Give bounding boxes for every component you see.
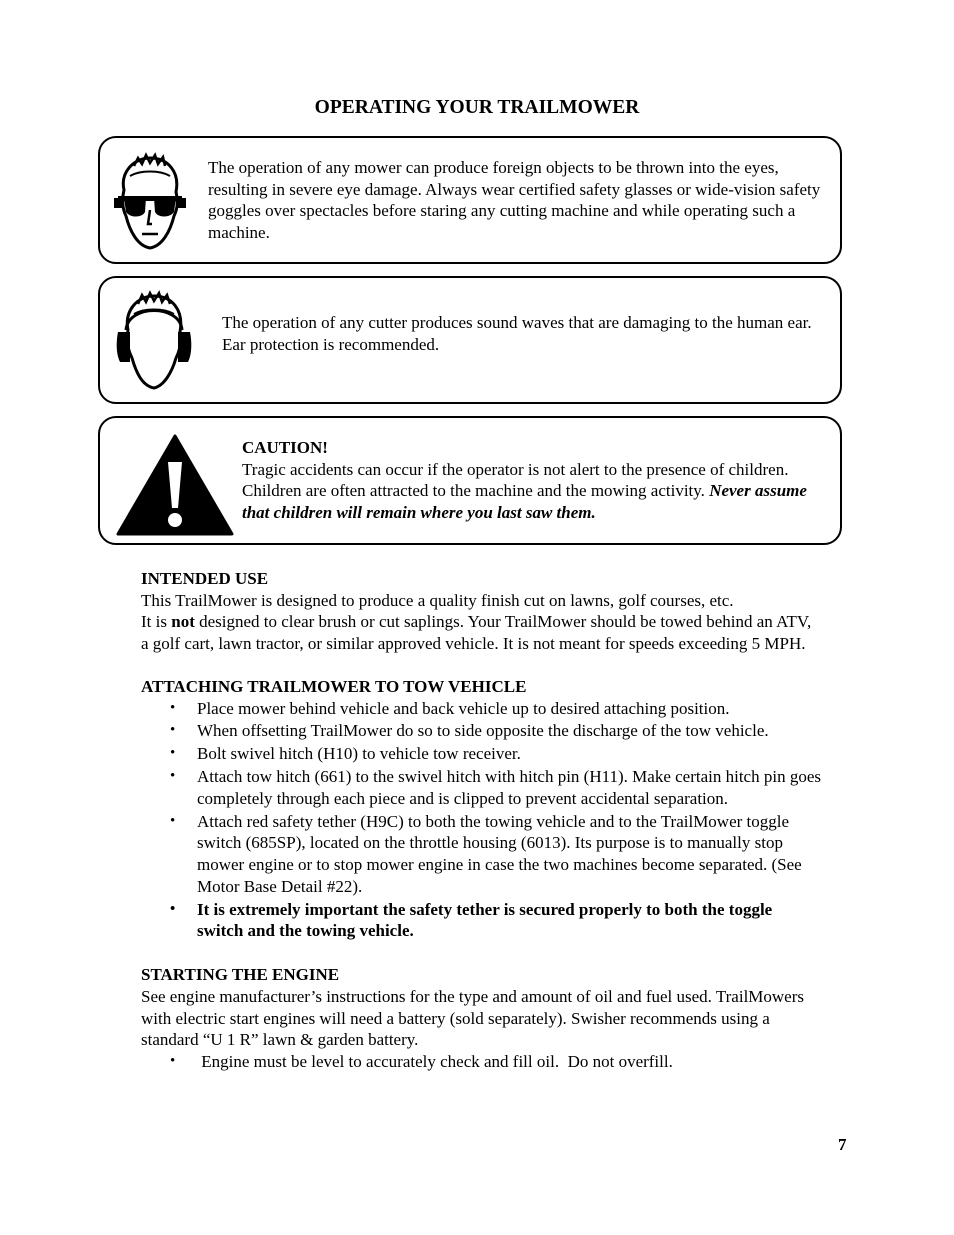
caution-emphasis: Never assume that children will remain where you last saw them.	[242, 481, 807, 523]
list-item	[141, 899, 821, 942]
page-number: 7	[838, 1135, 847, 1154]
intended-use-line1: This TrailMower is designed to produce a quality finish cut on lawns, golf courses, etc.	[141, 590, 734, 610]
caution-warning	[98, 416, 842, 545]
list-item-text: Place mower behind vehicle and back vehicle up to desired attaching position.	[197, 698, 730, 718]
main-content	[141, 568, 821, 1074]
caution-text-block	[242, 437, 832, 524]
list-item	[141, 1051, 821, 1073]
list-item-text: Attach tow hitch (661) to the swivel hitch with hitch pin (H11). Make certain hitch pin goes completely through each piece and is clipped to prevent accidental separation.	[197, 767, 821, 808]
attaching-heading: ATTACHING TRAILMOWER TO TOW VEHICLE	[141, 676, 527, 696]
list-item-text: Attach red safety tether (H9C) to both the towing vehicle and to the TrailMower toggle switch (685SP), located on the throttle housing (6013). Its purpose is to manually stop mower engine or to stop mower engine in case the two machines become separated. (See Motor Base Detail #22).	[197, 811, 802, 896]
list-item	[141, 811, 821, 898]
list-item	[141, 720, 821, 742]
warning-triangle-icon	[116, 434, 234, 538]
page-title: OPERATING YOUR TRAILMOWER	[314, 97, 640, 118]
bullet-icon: •	[170, 812, 176, 829]
list-item-text: It is extremely important the safety tether is secured properly to both the toggle switch and the towing vehicle.	[197, 899, 773, 941]
safety-glasses-head-icon	[112, 152, 188, 252]
bullet-icon: •	[170, 745, 176, 762]
intended-use-section	[141, 568, 821, 655]
list-item	[141, 766, 821, 809]
intended-use-bold: not	[171, 612, 195, 632]
caution-heading: CAUTION!	[242, 438, 328, 457]
starting-paragraph: See engine manufacturer’s instructions for the type and amount of oil and fuel used. TrailMowers with electric start engines will need a battery (sold separately). Swisher recommends using a standard “U 1 R” lawn & garden battery.	[141, 987, 805, 1050]
bullet-icon: •	[170, 1053, 176, 1070]
intended-use-pre: It is	[141, 612, 172, 632]
attaching-section	[141, 676, 821, 942]
starting-heading: STARTING THE ENGINE	[141, 965, 340, 985]
bullet-icon: •	[170, 900, 176, 917]
list-item-text: Engine must be level to accurately check and fill oil. Do not overfill.	[197, 1052, 673, 1072]
starting-list	[141, 1051, 821, 1073]
eye-protection-warning	[98, 136, 842, 264]
list-item-text: When offsetting TrailMower do so to side opposite the discharge of the tow vehicle.	[197, 721, 769, 741]
ear-protection-head-icon	[114, 290, 194, 390]
bullet-icon: •	[170, 768, 176, 785]
list-item	[141, 698, 821, 720]
ear-protection-warning	[98, 276, 842, 404]
list-item	[141, 743, 821, 765]
attaching-list	[141, 698, 821, 943]
caution-text: Tragic accidents can occur if the operator is not alert to the presence of children. Children are often attracted to the machine and the mowing activity.	[242, 459, 789, 501]
eye-warning-text: The operation of any mower can produce foreign objects to be thrown into the eyes, resulting in severe eye damage. Always wear certified safety glasses or wide-vision safety goggles over spectacles before staring any cutting machine and while operating such a machine.	[208, 158, 821, 243]
starting-section	[141, 964, 821, 1073]
intended-use-post: designed to clear brush or cut saplings. Your TrailMower should be towed behind an ATV, a golf cart, lawn tractor, or similar approved vehicle. It is not meant for speeds exceeding 5 MPH.	[141, 612, 812, 654]
bullet-icon: •	[170, 722, 176, 739]
bullet-icon: •	[170, 699, 176, 716]
intended-use-paragraph	[141, 611, 821, 654]
intended-use-heading: INTENDED USE	[141, 569, 269, 588]
ear-warning-text: The operation of any cutter produces sound waves that are damaging to the human ear. Ear protection is recommended.	[222, 313, 812, 354]
list-item-text: Bolt swivel hitch (H10) to vehicle tow receiver.	[197, 744, 521, 764]
